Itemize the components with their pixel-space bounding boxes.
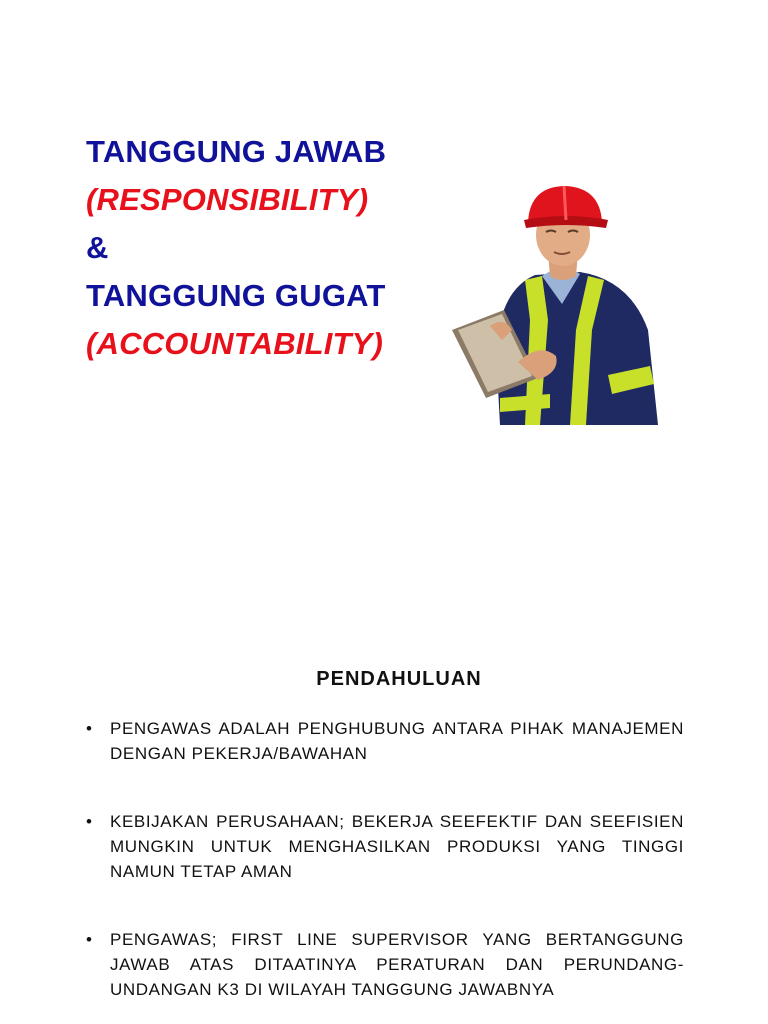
hard-hat-ridge [564, 186, 566, 220]
bullet-text: PENGAWAS; FIRST LINE SUPERVISOR YANG BERTANGGUNG JAWAB ATAS DITAATINYA PERATURAN DAN PERUNDANG-UNDANGAN K3 DI WILAYAH TANGGUNG JAWABNYA [110, 930, 684, 999]
bullet-text: PENGAWAS ADALAH PENGHUBUNG ANTARA PIHAK MANAJEMEN DENGAN PEKERJA/BAWAHAN [110, 719, 684, 763]
bullet-icon: • [86, 930, 93, 949]
bullet-icon: • [86, 719, 93, 738]
title-block [86, 128, 386, 368]
bullet-text: KEBIJAKAN PERUSAHAAN; BEKERJA SEEFEKTIF DAN SEEFISIEN MUNGKIN UNTUK MENGHASILKAN PRODUKSI YANG TINGGI NAMUN TETAP AMAN [110, 812, 684, 881]
construction-worker-illustration [430, 180, 680, 425]
list-item [84, 809, 684, 884]
title-line-ampersand: & [86, 230, 109, 265]
bullet-list [84, 716, 684, 1002]
title-line-responsibility: (RESPONSIBILITY) [86, 182, 369, 217]
bullet-icon: • [86, 812, 93, 831]
title-line-tanggung-jawab: TANGGUNG JAWAB [86, 134, 387, 169]
section-heading: PENDAHULUAN [316, 668, 482, 690]
list-item [84, 927, 684, 1002]
title-line-tanggung-gugat: TANGGUNG GUGAT [86, 278, 386, 313]
title-line-accountability: (ACCOUNTABILITY) [86, 326, 384, 361]
list-item [84, 716, 684, 766]
